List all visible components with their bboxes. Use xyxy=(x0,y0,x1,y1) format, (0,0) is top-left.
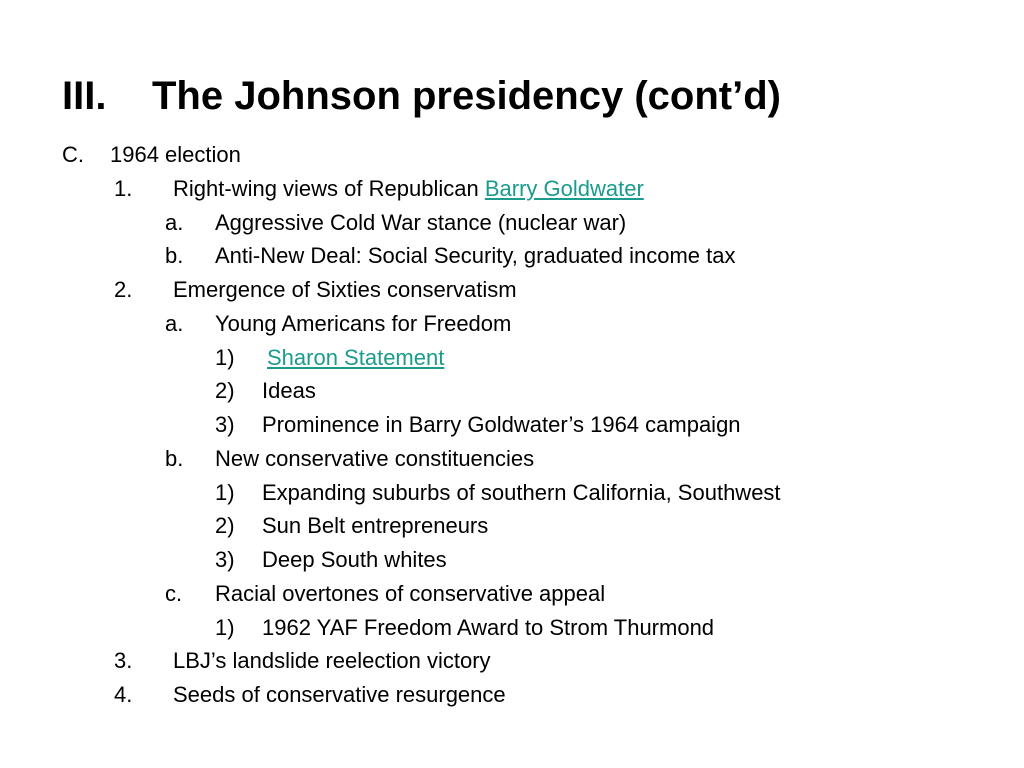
outline-marker: a. xyxy=(165,209,184,235)
outline-item xyxy=(0,681,1024,709)
outline-text xyxy=(262,546,447,574)
outline-text xyxy=(215,580,605,608)
outline-text xyxy=(110,141,241,169)
outline-item xyxy=(0,580,1024,608)
outline-text-content: Young Americans for Freedom xyxy=(215,310,512,336)
outline-marker: a. xyxy=(165,310,184,336)
outline-marker: 2) xyxy=(215,513,235,539)
outline-marker: 1. xyxy=(114,175,133,201)
outline-text-content: Right-wing views of Republican xyxy=(173,175,485,201)
outline-text-content: 1964 election xyxy=(110,142,241,167)
outline-item xyxy=(0,445,1024,473)
outline-text-content: Sun Belt entrepreneurs xyxy=(262,513,489,539)
outline-item xyxy=(0,647,1024,675)
outline-text-content: Deep South whites xyxy=(262,547,447,572)
outline-text xyxy=(262,377,316,405)
outline-marker: C. xyxy=(62,142,84,167)
outline-marker: b. xyxy=(165,445,184,471)
outline-text-content: Seeds of conservative resurgence xyxy=(173,682,506,707)
title-numeral: III. xyxy=(62,74,107,118)
outline-text xyxy=(173,276,517,304)
outline-text-content: Expanding suburbs of southern California, Southwest xyxy=(262,479,781,505)
outline-text-content: Racial overtones of conservative appeal xyxy=(215,580,606,606)
outline-marker: 1) xyxy=(215,614,235,640)
outline-item xyxy=(0,377,1024,405)
outline-text xyxy=(173,647,491,675)
outline-text xyxy=(215,242,736,270)
outline-marker: 2. xyxy=(114,277,133,302)
outline-text-content: LBJ’s landslide reelection victory xyxy=(173,648,491,674)
outline-item xyxy=(0,310,1024,338)
outline-item xyxy=(0,411,1024,439)
outline-marker: 2) xyxy=(215,378,235,404)
outline-item xyxy=(0,276,1024,304)
outline-text xyxy=(262,411,741,439)
outline-text xyxy=(262,512,488,540)
outline-text-content: 1962 YAF Freedom Award to Strom Thurmond xyxy=(262,614,715,640)
outline-item xyxy=(0,141,1024,169)
title-text: The Johnson presidency (cont’d) xyxy=(152,74,781,118)
outline-text xyxy=(215,310,511,338)
outline-marker: 3. xyxy=(114,648,133,674)
outline-text xyxy=(215,209,626,237)
outline-text-content: Prominence in Barry Goldwater’s 1964 campaign xyxy=(262,412,741,437)
outline-marker: 4. xyxy=(114,682,133,707)
outline-text xyxy=(267,344,444,372)
outline-text xyxy=(215,445,534,473)
outline-item xyxy=(0,209,1024,237)
hyperlink[interactable]: Barry Goldwater xyxy=(484,175,644,201)
outline-text-content: Anti-New Deal: Social Security, graduated income tax xyxy=(215,243,736,269)
outline-item xyxy=(0,175,1024,203)
outline-text-content: Ideas xyxy=(262,378,316,404)
outline-text xyxy=(262,479,781,507)
outline-text xyxy=(173,681,506,709)
outline-text-content: Aggressive Cold War stance (nuclear war) xyxy=(215,209,627,235)
outline-marker: 3) xyxy=(215,547,235,572)
hyperlink[interactable]: Sharon Statement xyxy=(267,344,445,370)
outline-item xyxy=(0,614,1024,642)
outline-text-content: New conservative constituencies xyxy=(215,445,535,471)
outline-item xyxy=(0,242,1024,270)
outline-item xyxy=(0,344,1024,372)
outline-marker: 3) xyxy=(215,412,235,437)
outline-text xyxy=(173,175,644,203)
outline-text-content: Emergence of Sixties conservatism xyxy=(173,277,517,302)
outline-marker: 1) xyxy=(215,479,235,505)
outline-marker: c. xyxy=(165,580,183,606)
outline-item xyxy=(0,479,1024,507)
outline-item xyxy=(0,546,1024,574)
outline-marker: b. xyxy=(165,243,184,269)
outline-text xyxy=(262,614,714,642)
outline-marker: 1) xyxy=(215,344,235,370)
outline-item xyxy=(0,512,1024,540)
